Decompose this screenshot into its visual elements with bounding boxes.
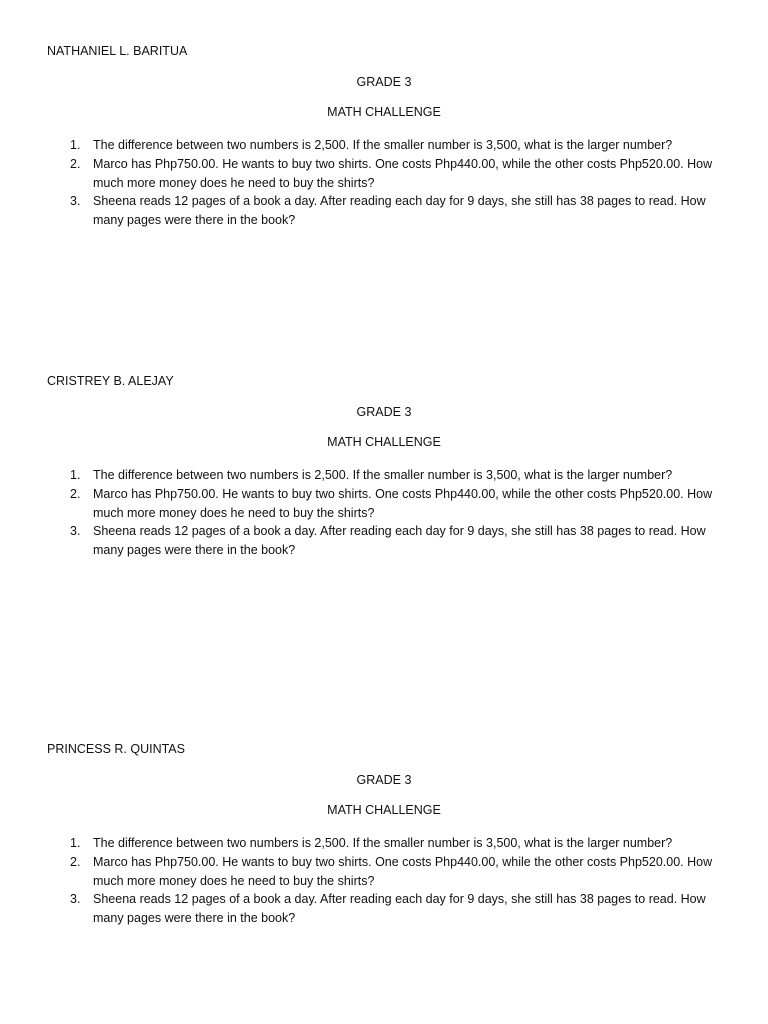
question-number: 3.	[70, 524, 81, 539]
question-text: The difference between two numbers is 2,500. If the smaller number is 3,500, what is the larger number?	[93, 836, 673, 850]
grade-heading: GRADE 3	[356, 773, 412, 787]
question-number: 1.	[70, 138, 81, 152]
question-text: Marco has Php750.00. He wants to buy two shirts. One costs Php440.00, while the other costs Php520.00. How much more money does he need to buy the shirts?	[93, 486, 713, 520]
student-name: NATHANIEL L. BARITUA	[47, 44, 188, 58]
question-item	[0, 890, 768, 928]
student-name: PRINCESS R. QUINTAS	[47, 742, 185, 756]
student-name: CRISTREY B. ALEJAY	[47, 374, 174, 388]
grade-heading: GRADE 3	[356, 75, 412, 89]
question-list	[0, 466, 768, 560]
question-list	[0, 834, 768, 928]
question-text: Sheena reads 12 pages of a book a day. After reading each day for 9 days, she still has 38 pages to read. How many pages were there in the book?	[93, 892, 706, 926]
question-number: 3.	[70, 194, 81, 209]
challenge-title: MATH CHALLENGE	[327, 803, 441, 817]
question-number: 2.	[70, 486, 81, 501]
question-text: Marco has Php750.00. He wants to buy two shirts. One costs Php440.00, while the other costs Php520.00. How much more money does he need to buy the shirts?	[93, 156, 713, 190]
question-item	[0, 834, 768, 853]
question-text: The difference between two numbers is 2,500. If the smaller number is 3,500, what is the larger number?	[93, 138, 673, 152]
question-item	[0, 485, 768, 523]
challenge-title: MATH CHALLENGE	[327, 435, 441, 449]
question-text: Marco has Php750.00. He wants to buy two shirts. One costs Php440.00, while the other costs Php520.00. How much more money does he need to buy the shirts?	[93, 854, 713, 888]
question-item	[0, 155, 768, 193]
question-text: Sheena reads 12 pages of a book a day. After reading each day for 9 days, she still has 38 pages to read. How many pages were there in the book?	[93, 194, 706, 228]
question-list	[0, 136, 768, 230]
question-item	[0, 192, 768, 230]
question-text: The difference between two numbers is 2,500. If the smaller number is 3,500, what is the larger number?	[93, 468, 673, 482]
question-item	[0, 522, 768, 560]
question-text: Sheena reads 12 pages of a book a day. After reading each day for 9 days, she still has 38 pages to read. How many pages were there in the book?	[93, 524, 706, 558]
question-number: 2.	[70, 156, 81, 171]
question-number: 3.	[70, 892, 81, 907]
grade-heading: GRADE 3	[356, 405, 412, 419]
question-item	[0, 853, 768, 891]
challenge-title: MATH CHALLENGE	[327, 105, 441, 119]
question-number: 1.	[70, 836, 81, 850]
question-item	[0, 466, 768, 485]
question-item	[0, 136, 768, 155]
question-number: 1.	[70, 468, 81, 482]
question-number: 2.	[70, 854, 81, 869]
